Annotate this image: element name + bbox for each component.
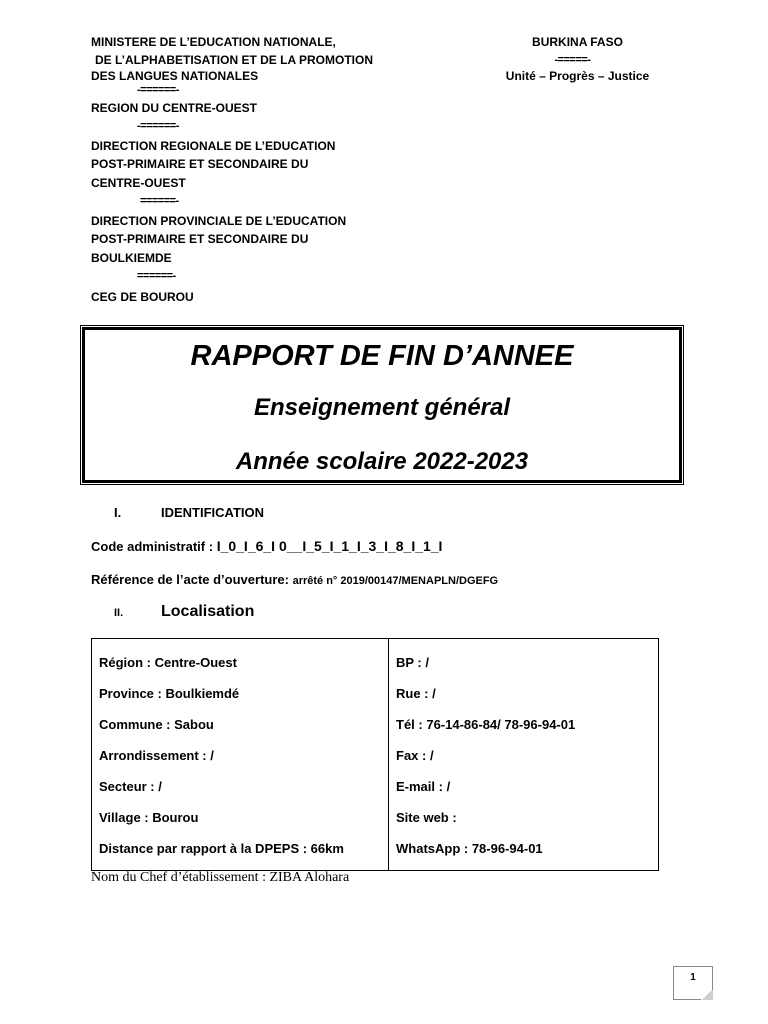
- province-field: Province : Boulkiemdé: [99, 686, 240, 701]
- title-box: [80, 325, 684, 485]
- telephone-field: Tél : 76-14-86-84/ 78-96-94-01: [396, 717, 576, 732]
- code-label: Code administratif :: [91, 539, 217, 554]
- separator: ======-: [137, 270, 176, 282]
- page-fold-icon: [701, 990, 713, 1000]
- ministry-line-3: DES LANGUES NATIONALES: [91, 69, 259, 83]
- distance-field: Distance par rapport à la DPEPS : 66km: [99, 841, 344, 856]
- drep-line-1: DIRECTION REGIONALE DE L’EDUCATION: [91, 139, 336, 153]
- reference-label: Référence de l’acte d’ouverture:: [91, 572, 293, 587]
- page-number: 1: [690, 972, 696, 983]
- localisation-table: [91, 638, 659, 871]
- region-label: REGION DU CENTRE-OUEST: [91, 101, 258, 115]
- drep-line-3: CENTRE-OUEST: [91, 176, 186, 190]
- reference-value: arrêté n° 2019/00147/MENAPLN/DGEFG: [292, 575, 499, 587]
- dpep-line-2: POST-PRIMAIRE ET SECONDAIRE DU: [91, 232, 309, 246]
- village-field: Village : Bourou: [99, 810, 199, 825]
- national-motto: Unité – Progrès – Justice: [505, 69, 650, 83]
- localisation-left-column: [92, 639, 389, 871]
- page-number-box: [673, 966, 713, 1000]
- report-title: RAPPORT DE FIN D’ANNEE: [190, 340, 574, 372]
- whatsapp-field: WhatsApp : 78-96-94-01: [396, 841, 543, 856]
- dpep-line-3: BOULKIEMDE: [91, 251, 172, 265]
- commune-field: Commune : Sabou: [99, 717, 214, 732]
- separator: -======-: [137, 120, 179, 132]
- drep-line-2: POST-PRIMAIRE ET SECONDAIRE DU: [91, 157, 309, 171]
- report-subtitle: Enseignement général: [253, 394, 511, 421]
- fax-field: Fax : /: [396, 748, 434, 763]
- country-name: BURKINA FASO: [532, 35, 623, 49]
- dpep-line-1: DIRECTION PROVINCIALE DE L’EDUCATION: [91, 214, 347, 228]
- localisation-right-column: [389, 639, 659, 871]
- ministry-line-1: MINISTERE DE L’EDUCATION NATIONALE,: [91, 35, 336, 49]
- bp-field: BP : /: [396, 655, 429, 670]
- section-1-heading: IDENTIFICATION: [161, 505, 265, 520]
- code-administratif: [91, 538, 442, 554]
- region-field: Région : Centre-Ouest: [99, 655, 237, 670]
- rue-field: Rue : /: [396, 686, 436, 701]
- email-field: E-mail : /: [396, 779, 451, 794]
- section-2-heading: Localisation: [161, 603, 255, 620]
- separator: -======-: [137, 84, 179, 96]
- section-1-number: I.: [114, 505, 122, 520]
- section-2-number: II.: [114, 607, 124, 619]
- ministry-line-2: DE L’ALPHABETISATION ET DE LA PROMOTION: [95, 53, 374, 67]
- secteur-field: Secteur : /: [99, 779, 162, 794]
- chef-etablissement: Nom du Chef d’établissement : ZIBA Alohara: [91, 870, 350, 885]
- school-year: Année scolaire 2022-2023: [235, 448, 529, 475]
- code-value: I_0_I_6_I 0__I_5_I_1_I_3_I_8_I_1_I: [216, 538, 443, 554]
- separator: ======-: [140, 195, 179, 207]
- arrondissement-field: Arrondissement : /: [99, 748, 214, 763]
- reference-acte: [91, 572, 498, 587]
- school-name: CEG DE BOUROU: [91, 290, 194, 304]
- separator: -=====-: [554, 54, 591, 66]
- website-field: Site web :: [396, 810, 457, 825]
